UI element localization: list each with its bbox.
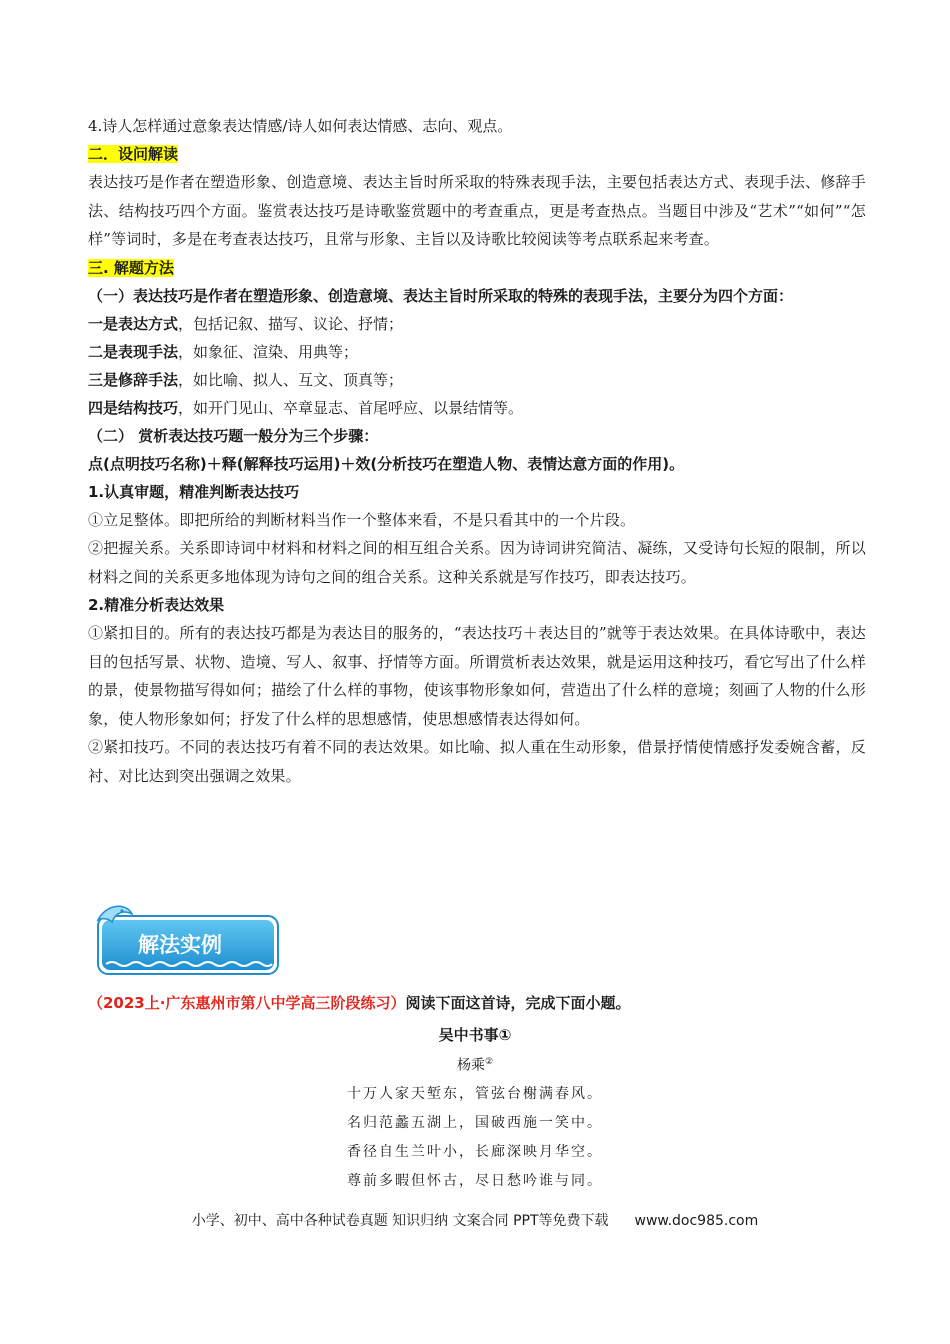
step-1-point-b: ②把握关系。关系即诗词中材料和材料之间的相互组合关系。因为诗词讲究简洁、凝练，又受诗句长短的限制，所以材料之间的关系更多地体现为诗句之间的组合关系。这种关系就是写作技巧，即表达技巧。 bbox=[88, 539, 866, 586]
section-2-heading: 二．设问解读 bbox=[88, 145, 179, 163]
part-1-title: （一）表达技巧是作者在塑造形象、创造意境、表达主旨时所采取的特殊的表现手法，主要分为四个方面： bbox=[88, 286, 794, 305]
footer-url[interactable]: www.doc985.com bbox=[634, 1213, 759, 1229]
aspect-4-label: 四是结构技巧 bbox=[88, 398, 179, 417]
poem-line-3: 香径自生兰叶小，长廊深映月华空。 bbox=[347, 1143, 603, 1160]
step-1-point-a: ①立足整体。即把所给的判断材料当作一个整体来看，不是只看其中的一个片段。 bbox=[88, 510, 636, 529]
step-1-title: 1.认真审题，精准判断表达技巧 bbox=[88, 482, 300, 501]
example-source bbox=[88, 990, 630, 1016]
aspect-3 bbox=[88, 366, 866, 394]
aspect-4 bbox=[88, 394, 866, 422]
page-footer bbox=[0, 1210, 950, 1230]
footer-text: 小学、初中、高中各种试卷真题 知识归纳 文案合同 PPT等免费下载 bbox=[191, 1213, 609, 1229]
banner-label: 解法实例 bbox=[138, 933, 222, 957]
source-citation: （2023上·广东惠州市第八中学高三阶段练习） bbox=[88, 994, 406, 1012]
poem bbox=[0, 1022, 950, 1196]
step-2-title: 2.精准分析表达效果 bbox=[88, 596, 225, 614]
aspect-2-text: ，如象征、渲染、用典等； bbox=[178, 342, 359, 361]
aspect-1-label: 一是表达方式 bbox=[88, 314, 179, 333]
poem-line-1: 十万人家天堑东，管弦台榭满春风。 bbox=[347, 1085, 603, 1102]
formula: 点(点明技巧名称)＋释(解释技巧运用)＋效(分析技巧在塑造人物、表情达意方面的作用)。 bbox=[88, 454, 685, 473]
poem-author-name: 杨乘 bbox=[456, 1057, 485, 1074]
aspect-2 bbox=[88, 338, 866, 366]
solution-example-banner bbox=[92, 900, 282, 980]
part-2-title: （二） 赏析表达技巧题一般分为三个步骤： bbox=[88, 426, 379, 445]
document-body bbox=[88, 112, 866, 790]
aspect-3-label: 三是修辞手法 bbox=[88, 370, 179, 389]
section-2-text: 表达技巧是作者在塑造形象、创造意境、表达主旨时所采取的特殊表现手法，主要包括表达方式、表现手法、修辞手法、结构技巧四个方面。鉴赏表达技巧是诗歌鉴赏题中的考查重点，更是考查热点。当题目中涉及“艺术”“如何”“怎样”等词时，多是在考查表达技巧，且常与形象、主旨以及诗歌比较阅读等考点联系起来考查。 bbox=[88, 173, 866, 248]
aspect-4-text: ，如开门见山、卒章显志、首尾呼应、以景结情等。 bbox=[178, 398, 524, 417]
poem-author bbox=[0, 1048, 950, 1080]
step-2-point-a: ①紧扣目的。所有的表达技巧都是为表达目的服务的，“表达技巧＋表达目的”就等于表达效果。在具体诗歌中，表达目的包括写景、状物、造境、写人、叙事、抒情等方面。所谓赏析表达效果，就是运用这种技巧，看它写出了什么样的景，使景物描写得如何；描绘了什么样的事物，使该事物形象如何，营造出了什么样的意境；刻画了人物的什么形象，使人物形象如何；抒发了什么样的思想感情，使思想感情表达得如何。 bbox=[88, 624, 866, 728]
poem-title: 吴中书事① bbox=[438, 1026, 512, 1044]
aspect-1 bbox=[88, 310, 866, 338]
section-3-heading: 三. 解题方法 bbox=[88, 258, 174, 277]
step-2-point-b: ②紧扣技巧。不同的表达技巧有着不同的表达效果。如比喻、拟人重在生动形象，借景抒情使情感抒发委婉含蓄，反衬、对比达到突出强调之效果。 bbox=[88, 738, 866, 785]
question-4: 4.诗人怎样通过意象表达情感/诗人如何表达情感、志向、观点。 bbox=[88, 117, 513, 135]
aspect-2-label: 二是表现手法 bbox=[88, 342, 179, 361]
aspect-1-text: ，包括记叙、描写、议论、抒情； bbox=[178, 314, 404, 333]
dolphin-banner-icon bbox=[92, 900, 282, 980]
author-footnote-mark: ② bbox=[484, 1057, 494, 1067]
poem-line-2: 名归范蠡五湖上，国破西施一笑中。 bbox=[347, 1114, 603, 1131]
poem-line-4: 尊前多暇但怀古，尽日愁吟谁与同。 bbox=[347, 1172, 603, 1189]
instruction: 阅读下面这首诗，完成下面小题。 bbox=[405, 994, 631, 1012]
aspect-3-text: ，如比喻、拟人、互文、顶真等； bbox=[178, 370, 404, 389]
